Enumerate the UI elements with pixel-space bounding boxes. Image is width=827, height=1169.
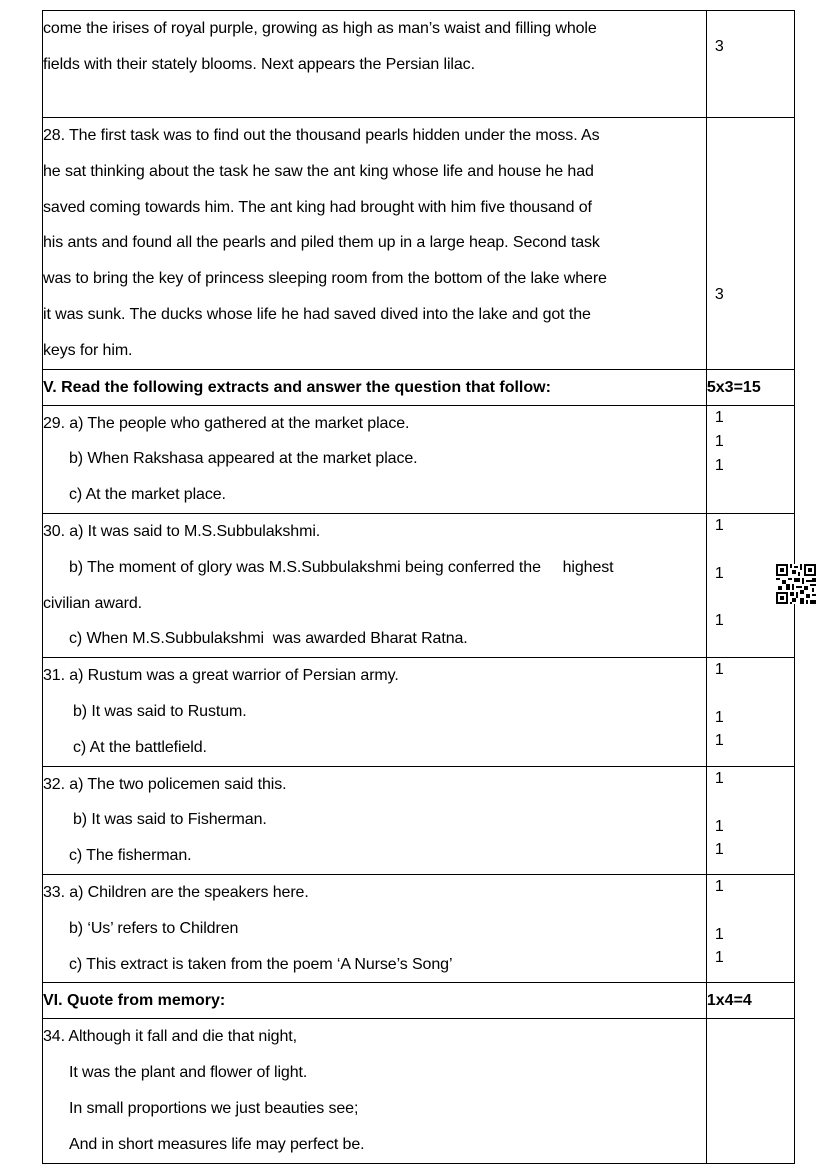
mark-value: 1 [714, 817, 724, 835]
marks-cell [706, 766, 794, 874]
mark-value: 3 [714, 286, 724, 303]
answer-text-cell [43, 766, 707, 874]
answer-line: he sat thinking about the task he saw the ant king whose life and house he had [43, 162, 594, 180]
answer-line: 28. The first task was to find out the thousand pearls hidden under the moss. As [43, 127, 600, 144]
answer-text-cell [43, 11, 707, 118]
answer-line: c) When M.S.Subbulakshmi was awarded Bharat Ratna. [69, 630, 468, 648]
answer-row-28 [43, 118, 795, 370]
answer-line: c) At the battlefield. [73, 738, 207, 756]
marks-cell [706, 1019, 794, 1163]
answer-text-cell [43, 1019, 707, 1163]
answer-line: b) ‘Us’ refers to Children [69, 919, 239, 937]
answer-line: b) The moment of glory was M.S.Subbulakshmi being conferred the highest [69, 558, 614, 576]
answer-line: it was sunk. The ducks whose life he had saved dived into the lake and got the [43, 305, 591, 323]
mark-value: 1 [714, 408, 724, 426]
answer-row-30 [43, 513, 795, 657]
mark-value: 1 [714, 769, 724, 787]
section-title: V. Read the following extracts and answer the question that follow: [43, 369, 707, 405]
poem-line: In small proportions we just beauties see; [69, 1099, 359, 1117]
mark-value: 1 [714, 611, 724, 629]
answer-line: c) This extract is taken from the poem ‘A Nurse’s Song’ [69, 955, 453, 973]
answer-text-cell [43, 658, 707, 766]
qr-code-icon [776, 564, 816, 604]
answer-line: 31. a) Rustum was a great warrior of Persian army. [43, 667, 399, 685]
mark-value: 1 [714, 948, 724, 966]
answer-row-29 [43, 405, 795, 513]
answer-text-cell [43, 874, 707, 982]
answer-line: b) It was said to Rustum. [73, 702, 247, 720]
answer-text-cell [43, 118, 707, 370]
marks-cell [706, 874, 794, 982]
answer-text-cell [43, 513, 707, 657]
poem-line: And in short measures life may perfect be. [69, 1135, 365, 1153]
answer-line: b) It was said to Fisherman. [73, 811, 267, 829]
mark-value: 1 [714, 709, 724, 727]
mark-value: 1 [714, 516, 724, 534]
mark-value: 1 [714, 840, 724, 858]
poem-line: 34. Although it fall and die that night, [43, 1028, 297, 1046]
answer-row-27 [43, 11, 795, 118]
marks-cell [706, 11, 794, 118]
answer-text-cell [43, 405, 707, 513]
mark-value: 1 [714, 877, 724, 895]
section-marks: 5x3=15 [706, 369, 794, 405]
mark-value: 1 [714, 661, 724, 679]
mark-value: 3 [714, 38, 724, 55]
answer-line: 33. a) Children are the speakers here. [43, 883, 309, 901]
section-title: VI. Quote from memory: [43, 983, 707, 1019]
mark-value: 1 [714, 732, 724, 750]
mark-value: 1 [714, 456, 724, 474]
answer-line: c) The fisherman. [69, 847, 192, 865]
answer-key-table [42, 10, 795, 1164]
answer-line: fields with their stately blooms. Next appears the Persian lilac. [43, 55, 475, 73]
answer-line: 29. a) The people who gathered at the market place. [43, 414, 410, 432]
answer-row-32 [43, 766, 795, 874]
answer-line: civilian award. [43, 594, 142, 612]
marks-cell [706, 118, 794, 370]
answer-row-33 [43, 874, 795, 982]
answer-line: 30. a) It was said to M.S.Subbulakshmi. [43, 522, 321, 540]
answer-line: b) When Rakshasa appeared at the market place. [69, 450, 418, 468]
answer-line: his ants and found all the pearls and piled them up in a large heap. Second task [43, 234, 600, 252]
mark-value: 1 [714, 925, 724, 943]
section-marks: 1x4=4 [706, 983, 794, 1019]
answer-row-34 [43, 1019, 795, 1163]
marks-cell [706, 405, 794, 513]
poem-line: It was the plant and flower of light. [69, 1064, 308, 1082]
mark-value: 1 [714, 432, 724, 450]
answer-line: c) At the market place. [69, 486, 226, 504]
answer-line: was to bring the key of princess sleeping room from the bottom of the lake where [43, 270, 607, 288]
answer-line: 32. a) The two policemen said this. [43, 775, 287, 793]
answer-line: come the irises of royal purple, growing as high as man’s waist and filling whole [43, 20, 597, 37]
section-v-header [43, 369, 795, 405]
mark-value: 1 [714, 564, 724, 582]
marks-cell [706, 658, 794, 766]
answer-row-31 [43, 658, 795, 766]
section-vi-header [43, 983, 795, 1019]
answer-line: keys for him. [43, 341, 133, 359]
answer-line: saved coming towards him. The ant king had brought with him five thousand of [43, 198, 592, 216]
